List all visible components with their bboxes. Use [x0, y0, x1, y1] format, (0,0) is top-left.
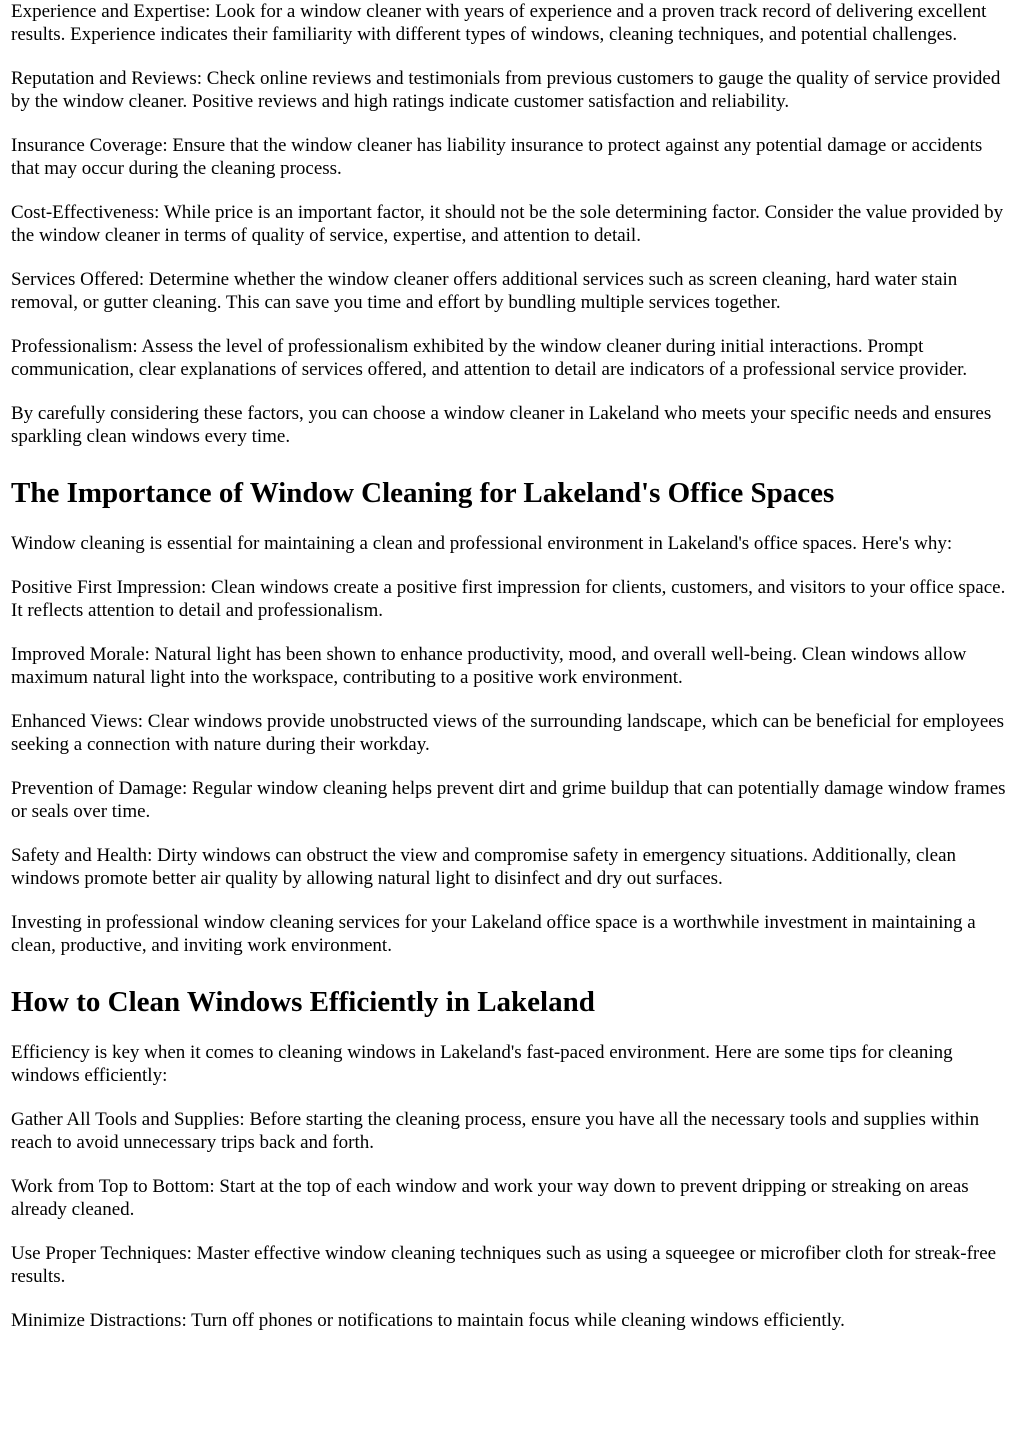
- paragraph-cost: Cost-Effectiveness: While price is an important factor, it should not be the sole determining factor. Consider the value provided by the window cleaner in terms of quality of service, expertise, and attention to detail.: [11, 202, 1004, 246]
- paragraph-tools: Gather All Tools and Supplies: Before starting the cleaning process, ensure you have all the necessary tools and supplies within reach to avoid unnecessary trips back and forth.: [11, 1109, 980, 1153]
- paragraph-reputation: Reputation and Reviews: Check online reviews and testimonials from previous customers to gauge the quality of service provided by the window cleaner. Positive reviews and high ratings indicate customer satisfaction and reliability.: [11, 68, 1001, 112]
- paragraph-safety: Safety and Health: Dirty windows can obstruct the view and compromise safety in emergency situations. Additionally, clean windows promote better air quality by allowing natural light to disinfect and dry out surfaces.: [11, 845, 957, 889]
- paragraph-morale: Improved Morale: Natural light has been shown to enhance productivity, mood, and overall well-being. Clean windows allow maximum natural light into the workspace, contributing to a positive work environment.: [11, 644, 967, 688]
- paragraph-efficiency-intro: Efficiency is key when it comes to cleaning windows in Lakeland's fast-paced environment. Here are some tips for cleaning windows efficiently:: [11, 1042, 953, 1086]
- paragraph-office-intro: Window cleaning is essential for maintaining a clean and professional environment in Lakeland's office spaces. Here's why:: [11, 533, 953, 554]
- paragraph-first-impression: Positive First Impression: Clean windows create a positive first impression for clients, customers, and visitors to your office space. It reflects attention to detail and professionalism.: [11, 577, 1006, 621]
- paragraph-damage: Prevention of Damage: Regular window cleaning helps prevent dirt and grime buildup that can potentially damage window frames or seals over time.: [11, 778, 1006, 822]
- heading-office-spaces: The Importance of Window Cleaning for Lakeland's Office Spaces: [11, 477, 835, 509]
- paragraph-views: Enhanced Views: Clear windows provide unobstructed views of the surrounding landscape, which can be beneficial for employees seeking a connection with nature during their workday.: [11, 711, 1005, 755]
- paragraph-insurance: Insurance Coverage: Ensure that the window cleaner has liability insurance to protect against any potential damage or accidents that may occur during the cleaning process.: [11, 135, 983, 179]
- paragraph-distractions: Minimize Distractions: Turn off phones or notifications to maintain focus while cleaning windows efficiently.: [11, 1310, 845, 1331]
- paragraph-techniques: Use Proper Techniques: Master effective window cleaning techniques such as using a squeegee or microfiber cloth for streak-free results.: [11, 1243, 997, 1287]
- paragraph-top-bottom: Work from Top to Bottom: Start at the top of each window and work your way down to prevent dripping or streaking on areas already cleaned.: [11, 1176, 969, 1220]
- paragraph-services: Services Offered: Determine whether the window cleaner offers additional services such as screen cleaning, hard water stain removal, or gutter cleaning. This can save you time and effort by bundling multiple services together.: [11, 269, 958, 313]
- paragraph-office-conclusion: Investing in professional window cleaning services for your Lakeland office space is a worthwhile investment in maintaining a clean, productive, and inviting work environment.: [11, 912, 976, 956]
- paragraph-conclusion: By carefully considering these factors, you can choose a window cleaner in Lakeland who meets your specific needs and ensures sparkling clean windows every time.: [11, 403, 992, 447]
- paragraph-experience: Experience and Expertise: Look for a window cleaner with years of experience and a proven track record of delivering excellent results. Experience indicates their familiarity with different types of windows, cleaning techniques, and potential challenges.: [11, 1, 987, 45]
- paragraph-professionalism: Professionalism: Assess the level of professionalism exhibited by the window cleaner during initial interactions. Prompt communication, clear explanations of services offered, and attention to detail are indicators of a professional service provider.: [11, 336, 968, 380]
- heading-clean-efficiently: How to Clean Windows Efficiently in Lakeland: [11, 986, 595, 1018]
